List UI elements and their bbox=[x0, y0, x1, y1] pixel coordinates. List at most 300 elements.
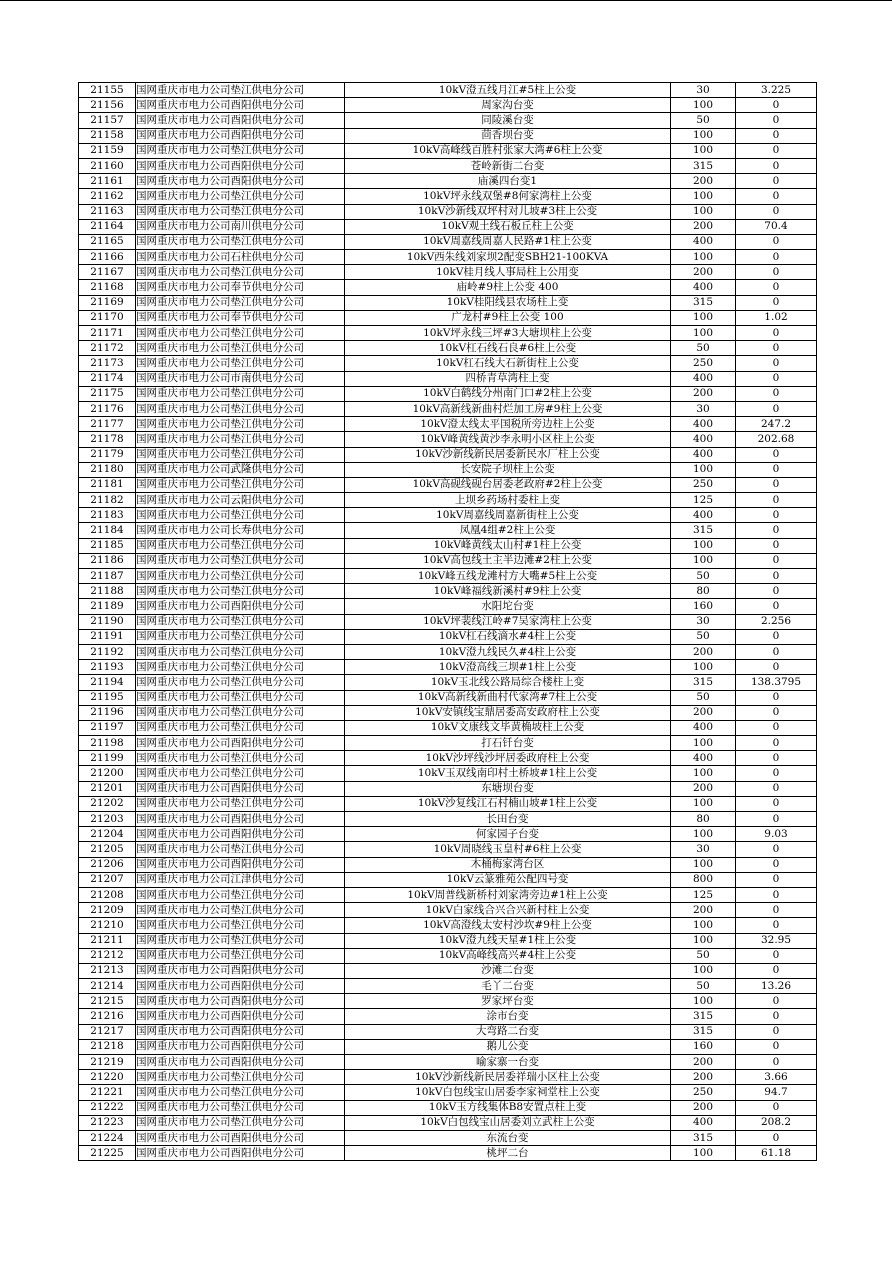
company-cell: 国网重庆市电力公司垫江供电分公司 bbox=[136, 796, 345, 811]
transformer-name-cell: 木桶梅家湾台区 bbox=[345, 857, 671, 872]
transformer-name-cell: 凤凰4组#2柱上公变 bbox=[345, 523, 671, 538]
value-cell: 0 bbox=[736, 98, 817, 113]
transformer-name-cell: 同陵溪台变 bbox=[345, 113, 671, 128]
row-id-cell: 21225 bbox=[79, 1146, 136, 1161]
transformer-name-cell: 大弯路二台变 bbox=[345, 1024, 671, 1039]
capacity-cell: 30 bbox=[671, 401, 736, 416]
transformer-name-cell: 长田台变 bbox=[345, 812, 671, 827]
table-row bbox=[79, 113, 817, 128]
company-cell: 国网重庆市电力公司垫江供电分公司 bbox=[136, 948, 345, 963]
capacity-cell: 315 bbox=[671, 1130, 736, 1145]
capacity-cell: 100 bbox=[671, 143, 736, 158]
value-cell: 0 bbox=[736, 158, 817, 173]
capacity-cell: 100 bbox=[671, 538, 736, 553]
transformer-name-cell: 10kV澄九线天星#1柱上公变 bbox=[345, 933, 671, 948]
transformer-name-cell: 10kV沙新线新民居委新民水厂柱上公变 bbox=[345, 447, 671, 462]
table-row bbox=[79, 933, 817, 948]
table-row bbox=[79, 569, 817, 584]
company-cell: 国网重庆市电力公司酉阳供电分公司 bbox=[136, 1039, 345, 1054]
company-cell: 国网重庆市电力公司酉阳供电分公司 bbox=[136, 158, 345, 173]
capacity-cell: 315 bbox=[671, 1024, 736, 1039]
row-id-cell: 21155 bbox=[79, 83, 136, 98]
value-cell: 0 bbox=[736, 493, 817, 508]
transformer-name-cell: 10kV周普线新桥村刘家湾旁边#1柱上公变 bbox=[345, 887, 671, 902]
table-row bbox=[79, 827, 817, 842]
company-cell: 国网重庆市电力公司垫江供电分公司 bbox=[136, 705, 345, 720]
table-row bbox=[79, 280, 817, 295]
transformer-name-cell: 沙滩二台变 bbox=[345, 963, 671, 978]
value-cell: 0 bbox=[736, 265, 817, 280]
capacity-cell: 50 bbox=[671, 113, 736, 128]
capacity-cell: 315 bbox=[671, 295, 736, 310]
company-cell: 国网重庆市电力公司酉阳供电分公司 bbox=[136, 827, 345, 842]
row-id-cell: 21168 bbox=[79, 280, 136, 295]
value-cell: 0 bbox=[736, 584, 817, 599]
row-id-cell: 21177 bbox=[79, 417, 136, 432]
capacity-cell: 100 bbox=[671, 736, 736, 751]
transformer-name-cell: 10kV安镇线宝鼎居委高安政府柱上公变 bbox=[345, 705, 671, 720]
capacity-cell: 160 bbox=[671, 599, 736, 614]
value-cell: 94.7 bbox=[736, 1085, 817, 1100]
value-cell: 0 bbox=[736, 523, 817, 538]
capacity-cell: 200 bbox=[671, 174, 736, 189]
row-id-cell: 21214 bbox=[79, 979, 136, 994]
capacity-cell: 400 bbox=[671, 447, 736, 462]
value-cell: 0 bbox=[736, 1009, 817, 1024]
capacity-cell: 200 bbox=[671, 1100, 736, 1115]
table-body bbox=[79, 83, 817, 1161]
value-cell: 0 bbox=[736, 250, 817, 265]
transformer-name-cell: 鹅儿公变 bbox=[345, 1039, 671, 1054]
capacity-cell: 125 bbox=[671, 887, 736, 902]
transformer-name-cell: 涂市台变 bbox=[345, 1009, 671, 1024]
transformer-name-cell: 10kV周嘉线周嘉人民路#1柱上公变 bbox=[345, 234, 671, 249]
transformer-name-cell: 10kV周晓线玉皇村#6柱上公变 bbox=[345, 842, 671, 857]
row-id-cell: 21179 bbox=[79, 447, 136, 462]
value-cell: 0 bbox=[736, 599, 817, 614]
table-row bbox=[79, 371, 817, 386]
table-row bbox=[79, 751, 817, 766]
company-cell: 国网重庆市电力公司酉阳供电分公司 bbox=[136, 599, 345, 614]
capacity-cell: 200 bbox=[671, 644, 736, 659]
value-cell: 0 bbox=[736, 857, 817, 872]
company-cell: 国网重庆市电力公司垫江供电分公司 bbox=[136, 356, 345, 371]
capacity-cell: 50 bbox=[671, 690, 736, 705]
row-id-cell: 21205 bbox=[79, 842, 136, 857]
company-cell: 国网重庆市电力公司酉阳供电分公司 bbox=[136, 113, 345, 128]
capacity-cell: 315 bbox=[671, 523, 736, 538]
value-cell: 0 bbox=[736, 462, 817, 477]
value-cell: 0 bbox=[736, 356, 817, 371]
company-cell: 国网重庆市电力公司垫江供电分公司 bbox=[136, 1085, 345, 1100]
table-row bbox=[79, 1146, 817, 1161]
capacity-cell: 400 bbox=[671, 417, 736, 432]
value-cell: 0 bbox=[736, 371, 817, 386]
table-row bbox=[79, 963, 817, 978]
value-cell: 0 bbox=[736, 796, 817, 811]
capacity-cell: 200 bbox=[671, 265, 736, 280]
capacity-cell: 800 bbox=[671, 872, 736, 887]
transformer-name-cell: 10kV澄五线月江#5柱上公变 bbox=[345, 83, 671, 98]
transformer-name-cell: 长安院子坝柱上公变 bbox=[345, 462, 671, 477]
company-cell: 国网重庆市电力公司垫江供电分公司 bbox=[136, 675, 345, 690]
capacity-cell: 400 bbox=[671, 1115, 736, 1130]
capacity-cell: 100 bbox=[671, 918, 736, 933]
capacity-cell: 30 bbox=[671, 614, 736, 629]
table-row bbox=[79, 174, 817, 189]
value-cell: 0 bbox=[736, 690, 817, 705]
transformer-name-cell: 周家沟台变 bbox=[345, 98, 671, 113]
transformer-name-cell: 东流台变 bbox=[345, 1130, 671, 1145]
table-row bbox=[79, 1039, 817, 1054]
transformer-name-cell: 毛丫二台变 bbox=[345, 979, 671, 994]
company-cell: 国网重庆市电力公司垫江供电分公司 bbox=[136, 477, 345, 492]
transformer-name-cell: 庙溪四台变1 bbox=[345, 174, 671, 189]
company-cell: 国网重庆市电力公司武隆供电分公司 bbox=[136, 462, 345, 477]
value-cell: 0 bbox=[736, 963, 817, 978]
value-cell: 0 bbox=[736, 842, 817, 857]
row-id-cell: 21186 bbox=[79, 553, 136, 568]
table-row bbox=[79, 417, 817, 432]
capacity-cell: 30 bbox=[671, 842, 736, 857]
value-cell: 1.02 bbox=[736, 310, 817, 325]
value-cell: 0 bbox=[736, 553, 817, 568]
row-id-cell: 21217 bbox=[79, 1024, 136, 1039]
table-row bbox=[79, 979, 817, 994]
transformer-name-cell: 10kV高澄线太安村沙坎#9柱上公变 bbox=[345, 918, 671, 933]
capacity-cell: 100 bbox=[671, 128, 736, 143]
row-id-cell: 21212 bbox=[79, 948, 136, 963]
row-id-cell: 21193 bbox=[79, 660, 136, 675]
row-id-cell: 21163 bbox=[79, 204, 136, 219]
table-row bbox=[79, 918, 817, 933]
capacity-cell: 30 bbox=[671, 83, 736, 98]
capacity-cell: 50 bbox=[671, 979, 736, 994]
transformer-name-cell: 10kV峰五线龙滩村方大嘴#5柱上公变 bbox=[345, 569, 671, 584]
value-cell: 0 bbox=[736, 1130, 817, 1145]
row-id-cell: 21195 bbox=[79, 690, 136, 705]
value-cell: 0 bbox=[736, 280, 817, 295]
capacity-cell: 100 bbox=[671, 660, 736, 675]
company-cell: 国网重庆市电力公司酉阳供电分公司 bbox=[136, 174, 345, 189]
table-row bbox=[79, 493, 817, 508]
company-cell: 国网重庆市电力公司垫江供电分公司 bbox=[136, 83, 345, 98]
company-cell: 国网重庆市电力公司垫江供电分公司 bbox=[136, 933, 345, 948]
row-id-cell: 21219 bbox=[79, 1055, 136, 1070]
capacity-cell: 315 bbox=[671, 1009, 736, 1024]
capacity-cell: 100 bbox=[671, 796, 736, 811]
value-cell: 0 bbox=[736, 948, 817, 963]
row-id-cell: 21187 bbox=[79, 569, 136, 584]
value-cell: 0 bbox=[736, 872, 817, 887]
transformer-name-cell: 10kV周嘉线周嘉新街柱上公变 bbox=[345, 508, 671, 523]
value-cell: 0 bbox=[736, 887, 817, 902]
capacity-cell: 100 bbox=[671, 310, 736, 325]
value-cell: 138.3795 bbox=[736, 675, 817, 690]
table-row bbox=[79, 629, 817, 644]
capacity-cell: 200 bbox=[671, 1055, 736, 1070]
value-cell: 61.18 bbox=[736, 1146, 817, 1161]
table-row bbox=[79, 295, 817, 310]
company-cell: 国网重庆市电力公司垫江供电分公司 bbox=[136, 660, 345, 675]
company-cell: 国网重庆市电力公司奉节供电分公司 bbox=[136, 310, 345, 325]
company-cell: 国网重庆市电力公司酉阳供电分公司 bbox=[136, 1024, 345, 1039]
transformer-name-cell: 10kV云篆雅苑公配四号变 bbox=[345, 872, 671, 887]
transformer-name-cell: 10kV高新线新曲村代家湾#7柱上公变 bbox=[345, 690, 671, 705]
capacity-cell: 100 bbox=[671, 189, 736, 204]
transformer-name-cell: 10kV文康线文毕黄桷坡柱上公变 bbox=[345, 720, 671, 735]
table-row bbox=[79, 872, 817, 887]
company-cell: 国网重庆市电力公司垫江供电分公司 bbox=[136, 265, 345, 280]
company-cell: 国网重庆市电力公司垫江供电分公司 bbox=[136, 295, 345, 310]
transformer-data-table bbox=[78, 82, 817, 1161]
row-id-cell: 21159 bbox=[79, 143, 136, 158]
row-id-cell: 21183 bbox=[79, 508, 136, 523]
value-cell: 0 bbox=[736, 341, 817, 356]
value-cell: 13.26 bbox=[736, 979, 817, 994]
transformer-name-cell: 10kV澄九线民久#4柱上公变 bbox=[345, 644, 671, 659]
company-cell: 国网重庆市电力公司垫江供电分公司 bbox=[136, 326, 345, 341]
row-id-cell: 21200 bbox=[79, 766, 136, 781]
value-cell: 0 bbox=[736, 113, 817, 128]
row-id-cell: 21182 bbox=[79, 493, 136, 508]
capacity-cell: 200 bbox=[671, 219, 736, 234]
value-cell: 208.2 bbox=[736, 1115, 817, 1130]
company-cell: 国网重庆市电力公司酉阳供电分公司 bbox=[136, 963, 345, 978]
company-cell: 国网重庆市电力公司垫江供电分公司 bbox=[136, 553, 345, 568]
company-cell: 国网重庆市电力公司垫江供电分公司 bbox=[136, 644, 345, 659]
row-id-cell: 21181 bbox=[79, 477, 136, 492]
row-id-cell: 21161 bbox=[79, 174, 136, 189]
company-cell: 国网重庆市电力公司酉阳供电分公司 bbox=[136, 979, 345, 994]
value-cell: 0 bbox=[736, 326, 817, 341]
transformer-name-cell: 10kV峰黄线太山村#1柱上公变 bbox=[345, 538, 671, 553]
transformer-name-cell: 10kV沙新线新民居委祥瑞小区柱上公变 bbox=[345, 1070, 671, 1085]
table-row bbox=[79, 189, 817, 204]
capacity-cell: 400 bbox=[671, 508, 736, 523]
row-id-cell: 21158 bbox=[79, 128, 136, 143]
company-cell: 国网重庆市电力公司垫江供电分公司 bbox=[136, 690, 345, 705]
row-id-cell: 21216 bbox=[79, 1009, 136, 1024]
row-id-cell: 21204 bbox=[79, 827, 136, 842]
transformer-name-cell: 10kV高峰线百胜村张家大湾#6柱上公变 bbox=[345, 143, 671, 158]
transformer-name-cell: 打石钎台变 bbox=[345, 736, 671, 751]
table-row bbox=[79, 857, 817, 872]
company-cell: 国网重庆市电力公司垫江供电分公司 bbox=[136, 1100, 345, 1115]
table-row bbox=[79, 341, 817, 356]
company-cell: 国网重庆市电力公司酉阳供电分公司 bbox=[136, 1055, 345, 1070]
value-cell: 0 bbox=[736, 720, 817, 735]
company-cell: 国网重庆市电力公司垫江供电分公司 bbox=[136, 1070, 345, 1085]
value-cell: 0 bbox=[736, 143, 817, 158]
row-id-cell: 21215 bbox=[79, 994, 136, 1009]
table-row bbox=[79, 508, 817, 523]
table-row bbox=[79, 1009, 817, 1024]
capacity-cell: 200 bbox=[671, 781, 736, 796]
table-row bbox=[79, 432, 817, 447]
value-cell: 0 bbox=[736, 538, 817, 553]
transformer-name-cell: 10kV白家线合兴合兴新村柱上公变 bbox=[345, 903, 671, 918]
company-cell: 国网重庆市电力公司垫江供电分公司 bbox=[136, 903, 345, 918]
row-id-cell: 21169 bbox=[79, 295, 136, 310]
table-row bbox=[79, 705, 817, 720]
capacity-cell: 80 bbox=[671, 584, 736, 599]
value-cell: 0 bbox=[736, 1055, 817, 1070]
row-id-cell: 21223 bbox=[79, 1115, 136, 1130]
row-id-cell: 21213 bbox=[79, 963, 136, 978]
capacity-cell: 200 bbox=[671, 1070, 736, 1085]
row-id-cell: 21173 bbox=[79, 356, 136, 371]
row-id-cell: 21194 bbox=[79, 675, 136, 690]
table-row bbox=[79, 462, 817, 477]
table-row bbox=[79, 644, 817, 659]
company-cell: 国网重庆市电力公司酉阳供电分公司 bbox=[136, 994, 345, 1009]
table-row bbox=[79, 98, 817, 113]
row-id-cell: 21175 bbox=[79, 386, 136, 401]
company-cell: 国网重庆市电力公司垫江供电分公司 bbox=[136, 584, 345, 599]
table-row bbox=[79, 842, 817, 857]
table-row bbox=[79, 948, 817, 963]
transformer-name-cell: 东塘坝台变 bbox=[345, 781, 671, 796]
value-cell: 70.4 bbox=[736, 219, 817, 234]
table-row bbox=[79, 1115, 817, 1130]
company-cell: 国网重庆市电力公司垫江供电分公司 bbox=[136, 386, 345, 401]
capacity-cell: 50 bbox=[671, 948, 736, 963]
table-row bbox=[79, 250, 817, 265]
transformer-name-cell: 10kV高峰线高兴#4柱上公变 bbox=[345, 948, 671, 963]
capacity-cell: 200 bbox=[671, 386, 736, 401]
row-id-cell: 21222 bbox=[79, 1100, 136, 1115]
capacity-cell: 200 bbox=[671, 903, 736, 918]
transformer-name-cell: 上坝乡药场村委柱上变 bbox=[345, 493, 671, 508]
table-row bbox=[79, 675, 817, 690]
table-row bbox=[79, 326, 817, 341]
table-row bbox=[79, 720, 817, 735]
row-id-cell: 21221 bbox=[79, 1085, 136, 1100]
capacity-cell: 315 bbox=[671, 675, 736, 690]
company-cell: 国网重庆市电力公司垫江供电分公司 bbox=[136, 508, 345, 523]
row-id-cell: 21188 bbox=[79, 584, 136, 599]
table-row bbox=[79, 766, 817, 781]
company-cell: 国网重庆市电力公司酉阳供电分公司 bbox=[136, 736, 345, 751]
company-cell: 国网重庆市电力公司云阳供电分公司 bbox=[136, 493, 345, 508]
table-row bbox=[79, 219, 817, 234]
table-row bbox=[79, 143, 817, 158]
value-cell: 0 bbox=[736, 660, 817, 675]
capacity-cell: 200 bbox=[671, 705, 736, 720]
row-id-cell: 21164 bbox=[79, 219, 136, 234]
capacity-cell: 100 bbox=[671, 827, 736, 842]
transformer-name-cell: 桃坪二台 bbox=[345, 1146, 671, 1161]
row-id-cell: 21210 bbox=[79, 918, 136, 933]
capacity-cell: 50 bbox=[671, 341, 736, 356]
table-row bbox=[79, 128, 817, 143]
row-id-cell: 21165 bbox=[79, 234, 136, 249]
table-row bbox=[79, 204, 817, 219]
row-id-cell: 21157 bbox=[79, 113, 136, 128]
value-cell: 0 bbox=[736, 812, 817, 827]
value-cell: 0 bbox=[736, 994, 817, 1009]
capacity-cell: 400 bbox=[671, 280, 736, 295]
row-id-cell: 21202 bbox=[79, 796, 136, 811]
value-cell: 0 bbox=[736, 174, 817, 189]
company-cell: 国网重庆市电力公司酉阳供电分公司 bbox=[136, 1146, 345, 1161]
company-cell: 国网重庆市电力公司垫江供电分公司 bbox=[136, 341, 345, 356]
value-cell: 0 bbox=[736, 508, 817, 523]
value-cell: 0 bbox=[736, 204, 817, 219]
row-id-cell: 21162 bbox=[79, 189, 136, 204]
company-cell: 国网重庆市电力公司酉阳供电分公司 bbox=[136, 812, 345, 827]
capacity-cell: 400 bbox=[671, 720, 736, 735]
table-row bbox=[79, 1085, 817, 1100]
company-cell: 国网重庆市电力公司垫江供电分公司 bbox=[136, 887, 345, 902]
company-cell: 国网重庆市电力公司垫江供电分公司 bbox=[136, 417, 345, 432]
company-cell: 国网重庆市电力公司垫江供电分公司 bbox=[136, 447, 345, 462]
row-id-cell: 21224 bbox=[79, 1130, 136, 1145]
value-cell: 0 bbox=[736, 1100, 817, 1115]
transformer-name-cell: 茴香坝台变 bbox=[345, 128, 671, 143]
table-row bbox=[79, 614, 817, 629]
transformer-name-cell: 四桥青草湾柱上变 bbox=[345, 371, 671, 386]
company-cell: 国网重庆市电力公司酉阳供电分公司 bbox=[136, 781, 345, 796]
table-row bbox=[79, 553, 817, 568]
company-cell: 国网重庆市电力公司奉节供电分公司 bbox=[136, 280, 345, 295]
company-cell: 国网重庆市电力公司垫江供电分公司 bbox=[136, 629, 345, 644]
capacity-cell: 315 bbox=[671, 158, 736, 173]
table-row bbox=[79, 265, 817, 280]
table-row bbox=[79, 736, 817, 751]
value-cell: 0 bbox=[736, 401, 817, 416]
row-id-cell: 21190 bbox=[79, 614, 136, 629]
company-cell: 国网重庆市电力公司垫江供电分公司 bbox=[136, 143, 345, 158]
transformer-name-cell: 10kV玉方线集体B8安置点柱上变 bbox=[345, 1100, 671, 1115]
capacity-cell: 100 bbox=[671, 994, 736, 1009]
capacity-cell: 100 bbox=[671, 326, 736, 341]
row-id-cell: 21211 bbox=[79, 933, 136, 948]
transformer-name-cell: 10kV澄高线三坝#1柱上公变 bbox=[345, 660, 671, 675]
capacity-cell: 400 bbox=[671, 234, 736, 249]
value-cell: 0 bbox=[736, 447, 817, 462]
row-id-cell: 21203 bbox=[79, 812, 136, 827]
transformer-name-cell: 10kV沙复线江石村楠山坡#1柱上公变 bbox=[345, 796, 671, 811]
company-cell: 国网重庆市电力公司垫江供电分公司 bbox=[136, 234, 345, 249]
capacity-cell: 100 bbox=[671, 462, 736, 477]
row-id-cell: 21171 bbox=[79, 326, 136, 341]
capacity-cell: 100 bbox=[671, 1146, 736, 1161]
transformer-name-cell: 10kV白鹤线分州南门口#2柱上公变 bbox=[345, 386, 671, 401]
value-cell: 0 bbox=[736, 644, 817, 659]
company-cell: 国网重庆市电力公司南川供电分公司 bbox=[136, 219, 345, 234]
table-row bbox=[79, 234, 817, 249]
row-id-cell: 21201 bbox=[79, 781, 136, 796]
table-row bbox=[79, 584, 817, 599]
value-cell: 0 bbox=[736, 386, 817, 401]
row-id-cell: 21156 bbox=[79, 98, 136, 113]
capacity-cell: 250 bbox=[671, 356, 736, 371]
transformer-name-cell: 10kV峰福线新溪村#9柱上公变 bbox=[345, 584, 671, 599]
row-id-cell: 21199 bbox=[79, 751, 136, 766]
transformer-name-cell: 庙岭#9柱上公变 400 bbox=[345, 280, 671, 295]
company-cell: 国网重庆市电力公司垫江供电分公司 bbox=[136, 614, 345, 629]
table-row bbox=[79, 386, 817, 401]
transformer-name-cell: 10kV白包线宝山居委李家祠堂柱上公变 bbox=[345, 1085, 671, 1100]
company-cell: 国网重庆市电力公司酉阳供电分公司 bbox=[136, 98, 345, 113]
value-cell: 32.95 bbox=[736, 933, 817, 948]
table-row bbox=[79, 401, 817, 416]
value-cell: 0 bbox=[736, 1024, 817, 1039]
table-row bbox=[79, 538, 817, 553]
transformer-name-cell: 10kV观土线石板丘柱上公变 bbox=[345, 219, 671, 234]
